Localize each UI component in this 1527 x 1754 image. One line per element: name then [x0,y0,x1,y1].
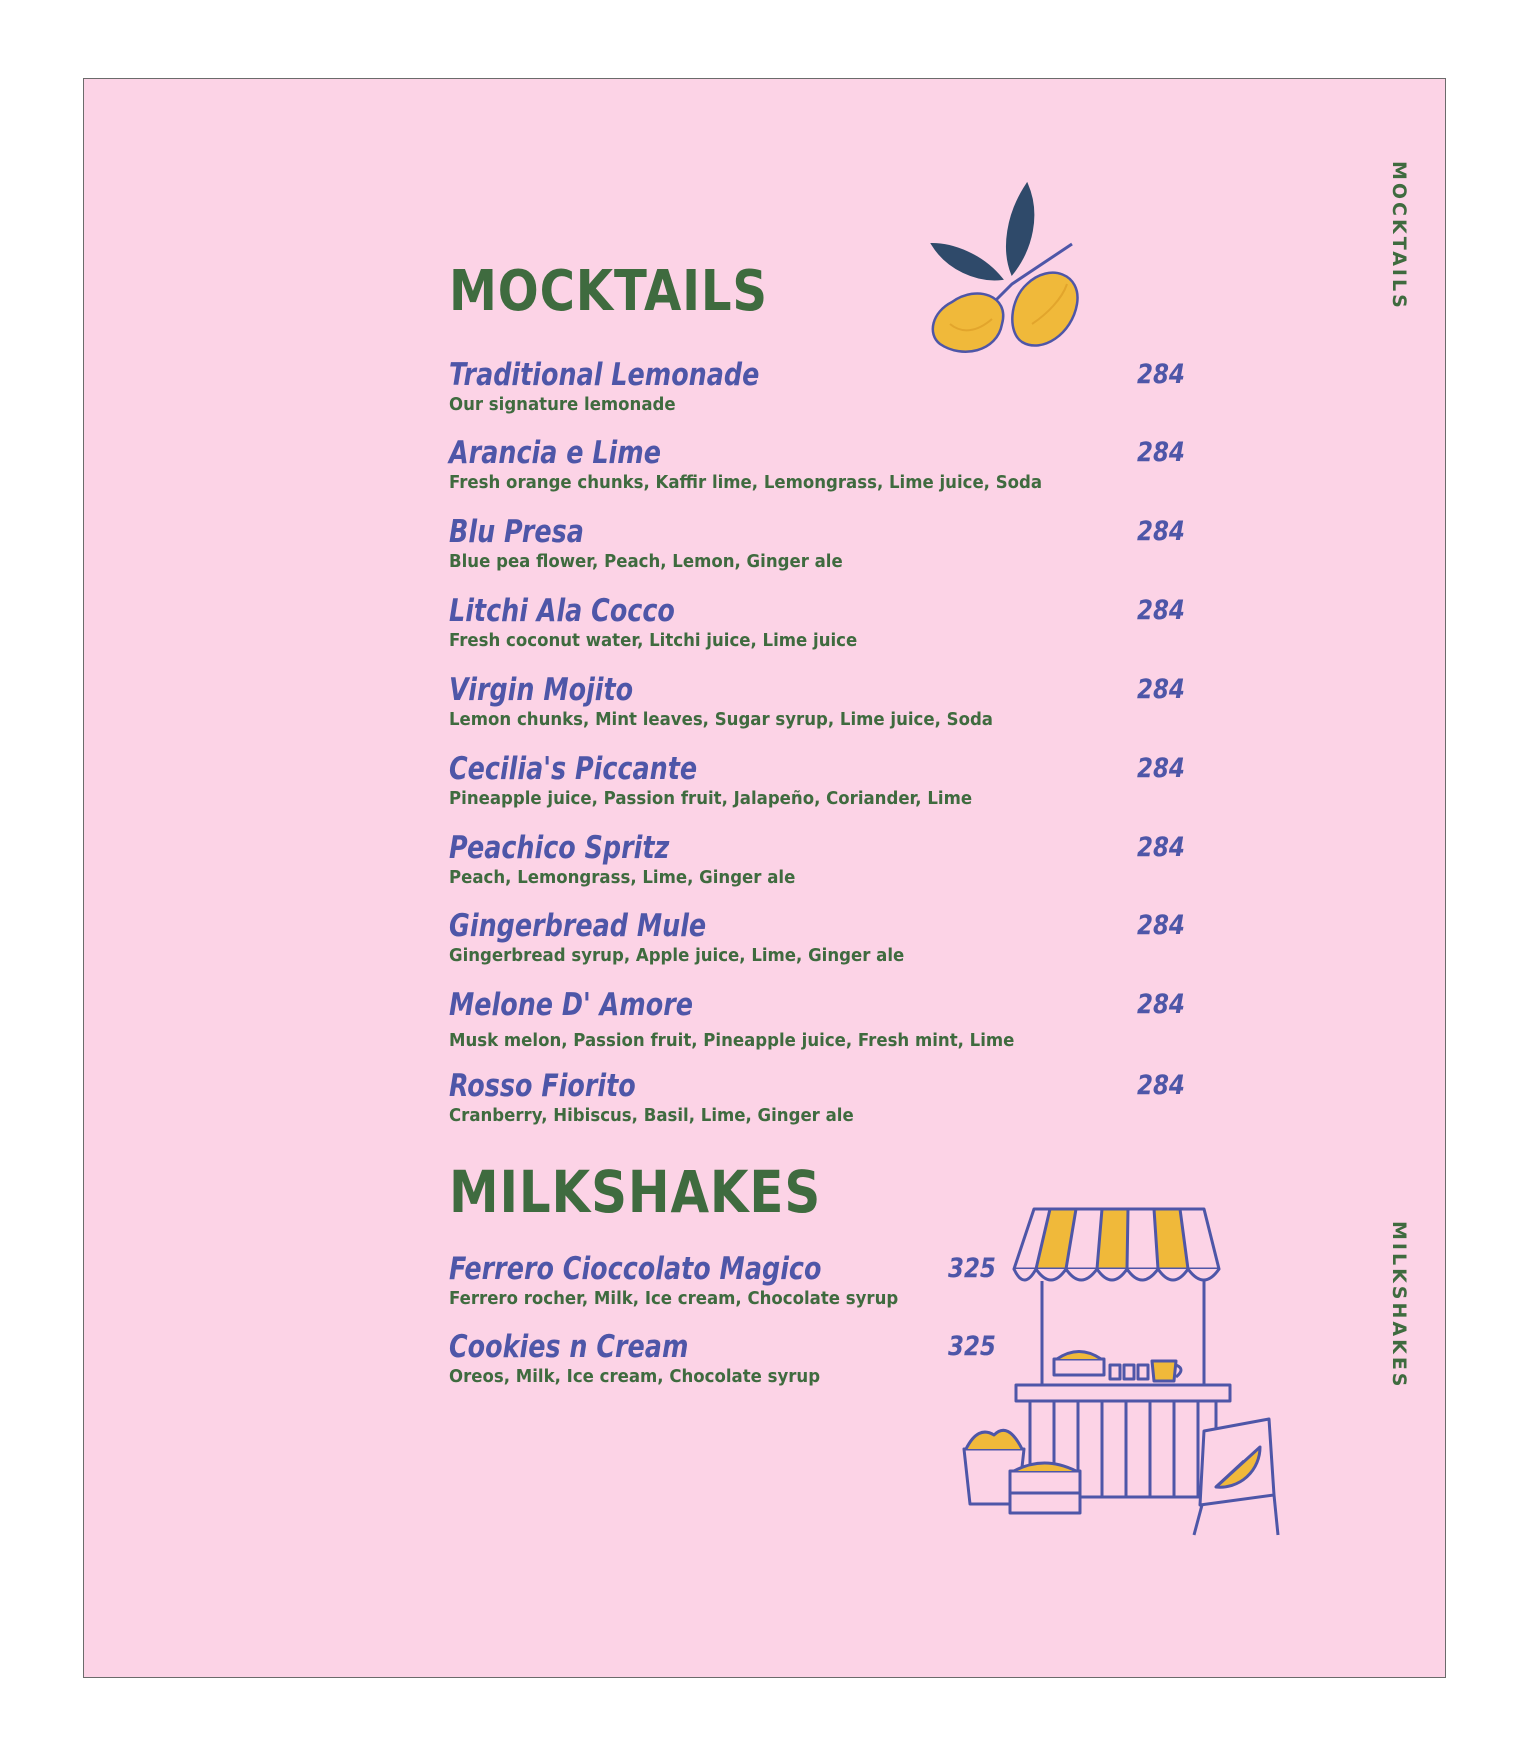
item-description: Gingerbread syrup, Apple juice, Lime, Ginger ale [449,945,905,966]
item-price: 325 [948,1331,996,1362]
item-description: Pineapple juice, Passion fruit, Jalapeño, Coriander, Lime [449,788,973,809]
side-label-milkshakes: MILKSHAKES [1388,1221,1410,1390]
menu-item [449,514,1185,573]
item-description: Fresh orange chunks, Kaffir lime, Lemongrass, Lime juice, Soda [449,472,1043,493]
item-name: Traditional Lemonade [449,357,760,393]
item-name: Cookies n Cream [449,1329,689,1365]
menu-item [449,593,1185,652]
item-name: Cecilia's Piccante [449,751,698,787]
item-name: Gingerbread Mule [449,908,707,944]
item-price: 284 [1137,989,1185,1020]
menu-item [449,987,1185,1052]
item-description: Peach, Lemongrass, Lime, Ginger ale [449,867,796,888]
item-price: 284 [1137,910,1185,941]
menu-item [449,435,1185,494]
item-description: Fresh coconut water, Litchi juice, Lime juice [449,630,858,651]
item-name: Virgin Mojito [449,672,634,708]
menu-item [449,908,1185,967]
item-price: 284 [1137,753,1185,784]
item-description: Lemon chunks, Mint leaves, Sugar syrup, Lime juice, Soda [449,709,993,730]
item-description: Cranberry, Hibiscus, Basil, Lime, Ginger ale [449,1105,854,1126]
menu-item [449,1068,1185,1127]
item-price: 284 [1137,437,1185,468]
item-description: Our signature lemonade [449,394,676,415]
menu-item [449,1329,996,1388]
item-name: Melone D' Amore [449,987,694,1023]
item-price: 284 [1137,516,1185,547]
item-name: Litchi Ala Cocco [449,593,675,629]
item-price: 284 [1137,674,1185,705]
item-description: Blue pea flower, Peach, Lemon, Ginger ale [449,551,843,572]
item-price: 284 [1137,359,1185,390]
milkshakes-heading: MILKSHAKES [449,1158,822,1226]
menu-item [449,357,1185,416]
item-price: 284 [1137,595,1185,626]
item-price: 325 [948,1253,996,1284]
item-description: Musk melon, Passion fruit, Pineapple juice, Fresh mint, Lime [449,1030,1015,1051]
item-name: Blu Presa [449,514,584,550]
item-name: Peachico Spritz [449,830,670,866]
mocktails-heading: MOCKTAILS [449,259,768,324]
menu-item [449,830,1185,889]
item-name: Ferrero Cioccolato Magico [449,1251,822,1287]
menu-page [83,78,1446,1678]
lemonade-stand-icon [954,1199,1314,1559]
item-description: Oreos, Milk, Ice cream, Chocolate syrup [449,1366,821,1387]
menu-item [449,1251,996,1310]
item-name: Rosso Fiorito [449,1068,636,1104]
menu-item [449,672,1185,731]
menu-item [449,751,1185,810]
item-name: Arancia e Lime [449,435,661,471]
item-description: Ferrero rocher, Milk, Ice cream, Chocolate syrup [449,1288,899,1309]
side-label-mocktails: MOCKTAILS [1388,161,1410,311]
item-price: 284 [1137,832,1185,863]
lemon-branch-icon [922,184,1092,364]
item-price: 284 [1137,1070,1185,1101]
